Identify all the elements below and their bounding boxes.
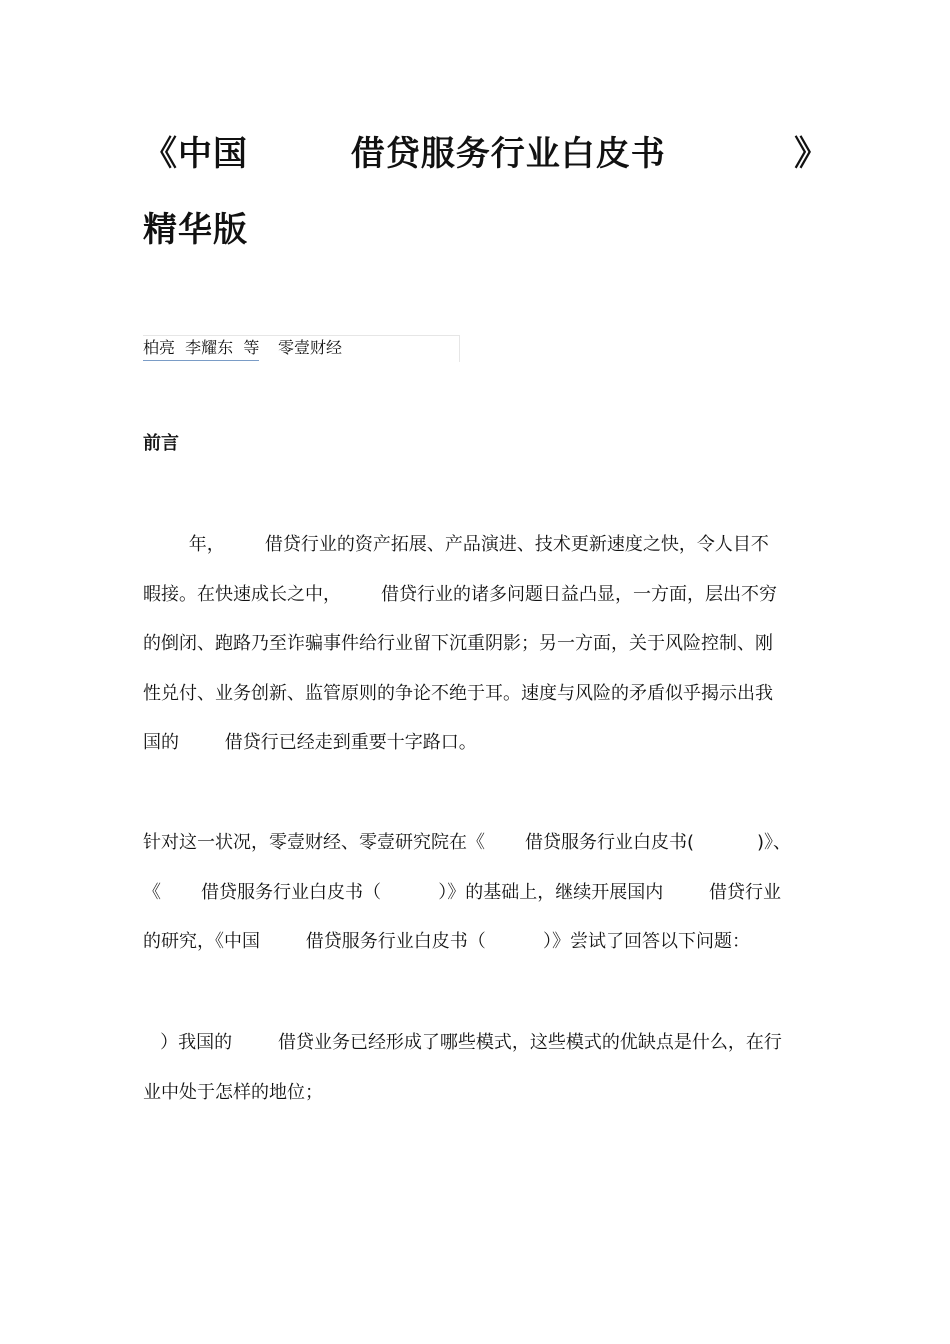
paragraph-line: 《 借贷服务行业白皮书（ ）》的基础上，继续开展国内 借贷行业 <box>143 881 782 903</box>
section-heading-preface: 前言 <box>143 433 179 454</box>
byline-authors-link[interactable]: 柏亮 李耀东 等 <box>143 338 259 361</box>
paragraph-line: 针对这一状况，零壹财经、零壹研究院在《 借贷服务行业白皮书( )》、 <box>143 832 792 853</box>
document-title-line-2: 精华版 <box>143 210 248 250</box>
paragraph-2 <box>143 831 807 980</box>
paragraph-line: 业中处于怎样的地位； <box>143 1081 323 1103</box>
paragraph-line: 性兑付、业务创新、监管原则的争论不绝于耳。速度与风险的矛盾似乎揭示出我 <box>143 682 773 704</box>
paragraph-line: 的倒闭、跑路乃至诈骗事件给行业留下沉重阴影；另一方面，关于风险控制、刚 <box>143 633 773 655</box>
paragraph-3 <box>143 1031 807 1130</box>
paragraph-1 <box>143 533 807 781</box>
document-title-line-1: 《中国 借贷服务行业白皮书 》 <box>143 134 830 174</box>
paragraph-line: 国的 借贷行已经走到重要十字路口。 <box>143 732 477 754</box>
byline <box>143 335 460 362</box>
byline-source: 零壹财经 <box>278 338 343 357</box>
paragraph-line: 年， 借贷行业的资产拓展、产品演进、技术更新速度之快，令人目不 <box>143 534 769 555</box>
paragraph-line: 暇接。在快速成长之中， 借贷行业的诸多问题日益凸显，一方面，层出不穷 <box>143 583 778 605</box>
paragraph-line: 的研究，《中国 借贷服务行业白皮书（ ）》尝试了回答以下问题： <box>143 931 750 953</box>
paragraph-line: ）我国的 借贷业务已经形成了哪些模式，这些模式的优缺点是什么，在行 <box>143 1032 782 1053</box>
